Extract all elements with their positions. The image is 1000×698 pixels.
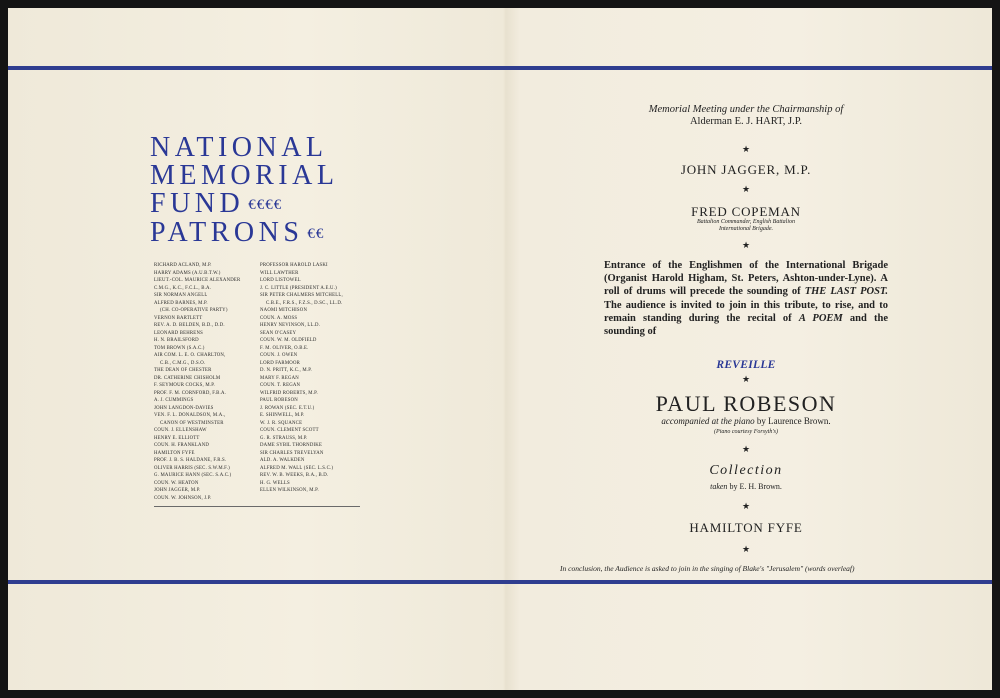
patron-entry: SIR CHARLES TREVELYAN	[260, 450, 324, 456]
emblem-ornaments: €€€€	[248, 197, 283, 213]
patron-entry: REV. A. D. BELDEN, B.D., D.D.	[154, 323, 225, 328]
patron-entry: LEONARD BEHRENS	[154, 330, 203, 336]
patron-entry: (CH. CO-OPERATIVE PARTY)	[160, 308, 228, 313]
patron-entry: NAOMI MITCHISON	[260, 308, 308, 313]
star-divider: ★	[741, 184, 751, 194]
patrons-column-2	[260, 262, 360, 502]
patron-entry: PROF. F. M. CORNFORD, F.B.A.	[154, 390, 227, 396]
speaker-jagger: JOHN JAGGER, M.P.	[680, 162, 812, 177]
patron-entry: COUN. J. ELLENSHAW	[154, 428, 207, 433]
patron-entry: C.M.G., K.C., F.C.L., B.A.	[154, 285, 212, 291]
bottom-blue-rule	[8, 580, 992, 584]
speaker-copeman: FRED COPEMAN	[691, 204, 801, 219]
patron-entry: C.B., C.M.G., D.S.O.	[160, 360, 206, 366]
patron-entry: PAUL ROBESON	[260, 398, 298, 403]
patron-entry: D. N. PRITT, K.C., M.P.	[260, 368, 312, 373]
patron-entry: COUN. J. OWEN	[260, 353, 298, 358]
patron-entry: CANON OF WESTMINSTER	[160, 420, 224, 426]
patron-entry: H. G. WELLS	[260, 480, 290, 486]
patron-entry: JOHN JAGGER, M.P.	[154, 488, 201, 493]
patron-entry: J. C. LITTLE (PRESIDENT A.E.U.)	[260, 285, 337, 291]
patron-entry: COUN. A. MOSS	[260, 315, 298, 321]
patron-entry: A. J. CUMMINGS	[154, 398, 194, 403]
star-divider: ★	[741, 240, 751, 250]
patron-entry: ALD. A. WALKDEN	[260, 458, 305, 463]
patron-entry: F. M. OLIVER, O.B.E.	[260, 345, 309, 351]
patron-entry: DR. CATHERINE CHISHOLM	[154, 375, 221, 381]
program-sheet	[8, 8, 992, 690]
patron-entry: ELLEN WILKINSON, M.P.	[260, 488, 319, 493]
patron-entry: F. SEYMOUR COCKS, M.P.	[154, 383, 215, 388]
star-divider: ★	[741, 501, 751, 511]
star-divider: ★	[741, 374, 751, 384]
emblem-ornaments: €€	[307, 226, 325, 242]
patron-entry: LORD FARMOOR	[260, 360, 301, 366]
collection-note: taken by E. H. Brown.	[710, 482, 782, 491]
patron-entry: PROF. J. B. S. HALDANE, F.R.S.	[154, 458, 227, 463]
patrons-column-1	[154, 262, 254, 502]
accompaniment-note: accompanied at the piano by Laurence Brown.	[661, 416, 831, 426]
patron-entry: PROFESSOR HAROLD LASKI	[260, 263, 328, 268]
patron-entry: HENRY NEVINSON, LL.D.	[260, 323, 321, 328]
speaker-fyfe: HAMILTON FYFE	[689, 520, 803, 535]
title-line: PATRONS	[150, 217, 304, 248]
patron-entry: COUN. H. FRANKLAND	[154, 443, 210, 448]
patron-entry: RICHARD ACLAND, M.P.	[154, 263, 212, 268]
top-blue-rule	[8, 66, 992, 70]
patron-entry: OLIVER HARRIS (SEC. S.W.M.F.)	[154, 465, 230, 471]
patron-entry: LORD LISTOWEL	[260, 278, 301, 283]
patron-entry: COUN. CLEMENT SCOTT	[260, 428, 319, 433]
title-line: NATIONAL	[150, 132, 328, 163]
patron-entry: COUN. W. HEATON	[154, 480, 199, 486]
patrons-divider	[154, 506, 360, 507]
patron-entry: MARY F. REGAN	[260, 375, 299, 381]
conclusion-note: In conclusion, the Audience is asked to join in the singing of Blake's "Jerusalem" (words overleaf)	[560, 564, 855, 573]
piano-courtesy-note: (Piano courtesy Forsyth's)	[714, 429, 778, 435]
patron-entry: HENRY E. ELLIOTT	[154, 435, 200, 441]
patron-entry: COUN. T. REGAN	[260, 383, 301, 388]
collection-heading: Collection	[709, 463, 783, 478]
patron-entry: COUN. W. M. OLDFIELD	[260, 338, 317, 343]
patron-entry: ALFRED M. WALL (SEC. L.S.C.)	[260, 465, 334, 471]
reveille-heading: REVEILLE	[716, 359, 776, 371]
patron-entry: REV. W. B. WEEKS, B.A., B.D.	[260, 473, 329, 478]
patron-entry: E. SHINWELL, M.P.	[260, 413, 305, 418]
patrons-title	[150, 134, 370, 248]
patron-entry: HAMILTON FYFE	[154, 450, 195, 456]
star-divider: ★	[741, 444, 751, 454]
patron-entry: SEAN O'CASEY	[260, 330, 297, 336]
performer-robeson: PAUL ROBESON	[655, 391, 837, 416]
patron-entry: AIR COM. L. E. O. CHARLTON,	[154, 353, 226, 358]
patron-entry: WILFRID ROBERTS, M.P.	[260, 390, 318, 396]
patron-entry: TOM BROWN (S.A.C.)	[154, 345, 205, 351]
star-divider: ★	[741, 144, 751, 154]
patron-entry: J. ROWAN (SEC. E.T.U.)	[260, 405, 315, 411]
patrons-list	[154, 262, 360, 502]
patron-entry: JOHN LANGDON-DAVIES	[154, 405, 214, 411]
copeman-title: Battalion Commander, English Battalion International Brigade.	[696, 219, 795, 232]
patron-entry: G. MAURICE HANN (SEC. S.A.C.)	[154, 473, 232, 478]
patron-entry: C.B.E., F.R.S., F.Z.S., D.SC., LL.D.	[266, 300, 343, 306]
chairmanship-note: Memorial Meeting under the Chairmanship of Alderman E. J. HART, J.P.	[604, 104, 888, 128]
patron-entry: H. N. BRAILSFORD	[154, 338, 199, 343]
title-line: MEMORIAL	[150, 160, 339, 191]
chairman-name: Alderman E. J. HART, J.P.	[689, 116, 803, 127]
patron-entry: WILL LAWTHER	[260, 270, 299, 276]
ceremony-paragraph: Entrance of the Englishmen of the International Brigade (Organist Harold Higham, St. Peters, Ashton-under-Lyne). A roll of drums will precede the sounding of THE LAST POST. The audience is invited to join in this tribute, to rise, and to remain standing during the recital of A POEM and the sounding of	[604, 260, 888, 338]
patron-entry: SIR NORMAN ANGELL	[154, 293, 208, 298]
patron-entry: G. R. STRAUSS, M.P.	[260, 435, 308, 441]
star-divider: ★	[741, 544, 751, 554]
patron-entry: HARRY ADAMS (A.U.B.T.W.)	[154, 270, 221, 276]
patron-entry: COUN. W. JOHNSON, J.P.	[154, 495, 212, 501]
patron-entry: DAME SYBIL THORNDIKE	[260, 443, 323, 448]
patron-entry: LIEUT.-COL. MAURICE ALEXANDER	[154, 278, 241, 283]
patron-entry: W. J. R. SQUANCE	[260, 420, 303, 426]
patron-entry: THE DEAN OF CHESTER	[154, 368, 212, 373]
patron-entry: VEN. F. L. DONALDSON, M.A.,	[154, 413, 226, 418]
patron-entry: VERNON BARTLETT	[154, 315, 203, 321]
title-line: FUND	[150, 188, 245, 219]
patron-entry: SIR PETER CHALMERS MITCHELL,	[260, 293, 343, 298]
patron-entry: ALFRED BARNES, M.P.	[154, 300, 208, 306]
